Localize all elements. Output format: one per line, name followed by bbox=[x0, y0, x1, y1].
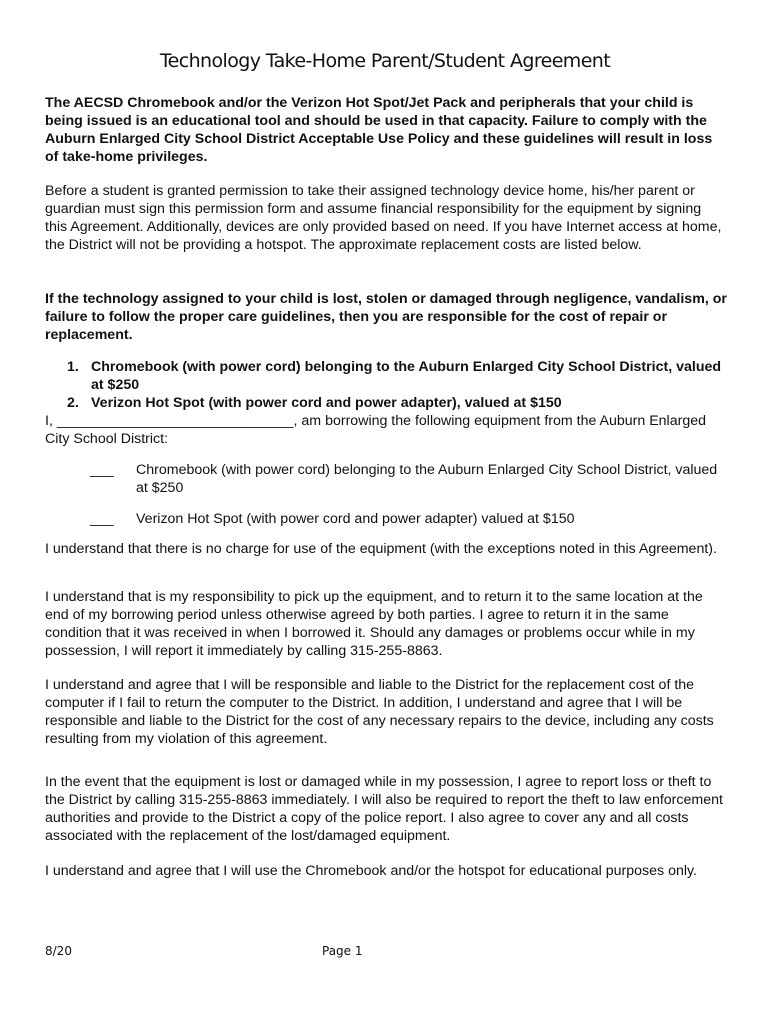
list-text: Verizon Hot Spot (with power cord and power adapter), valued at $150 bbox=[91, 395, 562, 411]
list-number: 2. bbox=[67, 395, 79, 411]
page-title: Technology Take-Home Parent/Student Agreement bbox=[159, 50, 611, 72]
loss-theft-paragraph: In the event that the equipment is lost or damaged while in my possession, I agree to report loss or theft to the District by calling 315-255-8863 immediately. I will also be required to report the theft to law enforcement authorities and provide to the District a copy of the police report. I also agree to cover any and all costs associated with the replacement of the lost/damaged equipment. bbox=[45, 774, 723, 844]
check-text: Verizon Hot Spot (with power cord and power adapter) valued at $150 bbox=[136, 511, 575, 527]
list-number: 1. bbox=[67, 359, 79, 375]
liability-paragraph: I understand and agree that I will be responsible and liable to the District for the replacement cost of the computer if I fail to return the computer to the District. In addition, I understand and agree that I will be responsible and liable to the District for the cost of any necessary repairs to the device, including any costs resulting from my violation of this agreement. bbox=[45, 677, 714, 747]
responsibility-warning: If the technology assigned to your child is lost, stolen or damaged through negligence, vandalism, or failure to follow the proper care guidelines, then you are responsible for the cost of repair or replacement. bbox=[45, 291, 727, 343]
borrow-statement: I, ______________________________, am borrowing the following equipment from the Auburn Enlarged City School District: bbox=[45, 413, 706, 447]
check-blank: ___ bbox=[90, 511, 114, 527]
check-text: Chromebook (with power cord) belonging to the Auburn Enlarged City School District, valued at $250 bbox=[136, 462, 718, 496]
replacement-cost-list bbox=[67, 358, 727, 412]
list-item bbox=[67, 394, 727, 412]
check-blank: ___ bbox=[90, 462, 114, 478]
equipment-checkbox-chromebook bbox=[90, 461, 720, 497]
permission-paragraph: Before a student is granted permission to take their assigned technology device home, his/her parent or guardian must sign this permission form and assume financial responsibility for the equipment by signing this Agreement. Additionally, devices are only provided based on need. If you have Internet access at home, the District will not be providing a hotspot. The approximate replacement costs are listed below. bbox=[45, 183, 722, 253]
list-text: Chromebook (with power cord) belonging to the Auburn Enlarged City School District, valued at $250 bbox=[91, 359, 722, 393]
no-charge-paragraph: I understand that there is no charge for use of the equipment (with the exceptions noted in this Agreement). bbox=[45, 541, 717, 557]
list-item bbox=[67, 358, 727, 394]
footer-page-number: Page 1 bbox=[322, 944, 363, 958]
educational-use-paragraph: I understand and agree that I will use the Chromebook and/or the hotspot for educational purposes only. bbox=[45, 863, 697, 879]
return-paragraph: I understand that is my responsibility to pick up the equipment, and to return it to the same location at the end of my borrowing period unless otherwise agreed by both parties. I agree to return it in the same condition that it was received in when I borrowed it. Should any damages or problems occur while in my possession, I will report it immediately by calling 315-255-8863. bbox=[45, 589, 703, 659]
intro-paragraph: The AECSD Chromebook and/or the Verizon Hot Spot/Jet Pack and peripherals that your child is being issued is an educational tool and should be used in that capacity. Failure to comply with the Auburn Enlarged City School District Acceptable Use Policy and these guidelines will result in loss of take-home privileges. bbox=[45, 95, 713, 165]
equipment-checkbox-hotspot bbox=[90, 510, 720, 528]
footer-date: 8/20 bbox=[45, 944, 72, 958]
